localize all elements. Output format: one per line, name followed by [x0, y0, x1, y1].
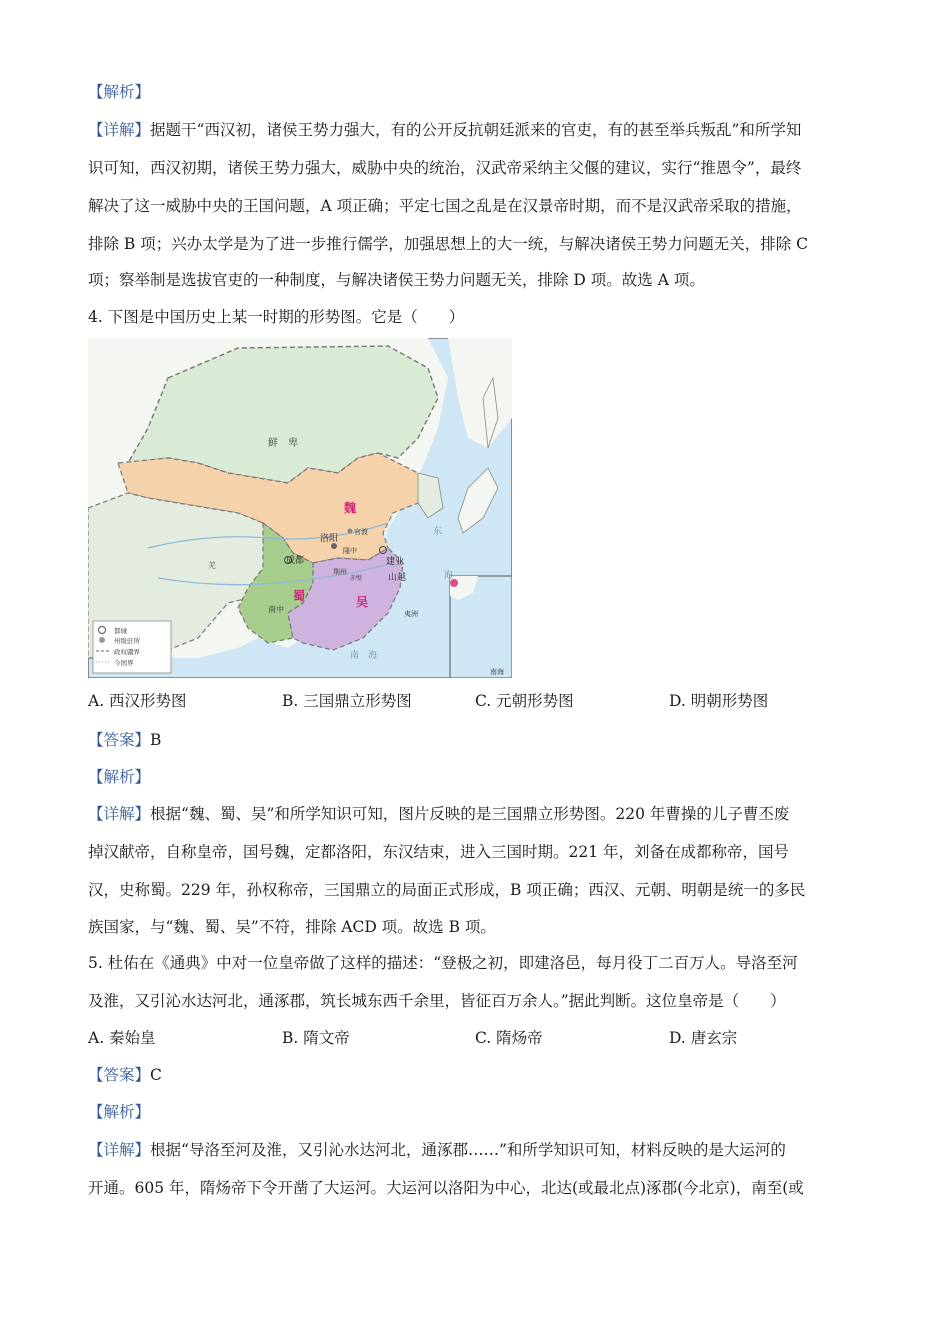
q4-stem: 4. 下图是中国历史上某一时期的形势图。它是（ ）: [88, 308, 465, 326]
q4-option-a: A. 西汉形势图: [88, 692, 187, 710]
label-jianye: 建业: [386, 557, 405, 567]
label-hai: 海: [444, 571, 454, 581]
q3-detail-line-5: 项；察举制是选拔官吏的一种制度，与解决诸侯王势力问题无关，排除 D 项。故选 A 项。: [88, 271, 705, 289]
three-kingdoms-map: [88, 338, 512, 678]
q4-detail-line-3: 汉，史称蜀。229 年，孙权称帝，三国鼎立的局面正式形成，B 项正确；西汉、元朝、明朝是统一的多民: [88, 881, 806, 899]
q3-detail-line-1: 【详解】据题干“西汉初，诸侯王势力强大，有的公开反抗朝廷派来的官吏，有的甚至举兵叛乱”和所学知: [88, 121, 802, 139]
q5-detail-line-2: 开通。605 年，隋炀帝下令开凿了大运河。大运河以洛阳为中心，北达(或最北点)涿郡(今北京)，南至(或: [88, 1179, 804, 1197]
q4-option-c: C. 元朝形势图: [475, 692, 574, 710]
legend-1: 都城: [114, 627, 127, 635]
label-luoyang: 洛阳: [320, 534, 339, 544]
legend-3: 政权疆界: [114, 648, 140, 656]
q5-analysis-label: 【解析】: [88, 1103, 151, 1121]
q3-analysis-label: 【解析】: [88, 83, 151, 101]
q3-detail-line-4: 排除 B 项；兴办太学是为了进一步推行儒学，加强思想上的大一统，与解决诸侯王势力问题无关，排除 C: [88, 235, 809, 253]
legend-2: 州级驻所: [114, 637, 140, 645]
q5-answer: 【答案】C: [88, 1066, 162, 1084]
label-qiang: 羌: [208, 561, 216, 570]
q4-detail-line-1: 【详解】根据“魏、蜀、吴”和所学知识可知，图片反映的是三国鼎立形势图。220 年曹操的儿子曹丕废: [88, 805, 790, 823]
label-chengdu: 成都: [286, 556, 305, 566]
label-xianbei: 鲜 卑: [268, 438, 298, 449]
q4-option-b: B. 三国鼎立形势图: [282, 692, 412, 710]
q4-analysis-label: 【解析】: [88, 768, 151, 786]
label-nanzhong: 南中: [268, 605, 284, 614]
legend-prefecture-icon: [99, 637, 105, 643]
legend-4: 今国界: [114, 659, 134, 667]
q5-option-c: C. 隋炀帝: [475, 1029, 543, 1047]
q5-option-a: A. 秦始皇: [88, 1029, 156, 1047]
q5-stem-line-1: 5. 杜佑在《通典》中对一位皇帝做了这样的描述：“登极之初，即建洛邑，每月役丁二百万人。导洛至河: [88, 954, 798, 972]
q3-detail-line-3: 解决了这一威胁中央的王国问题，A 项正确；平定七国之乱是在汉景帝时期，而不是汉武帝采取的措施，: [88, 197, 802, 215]
label-nanhai: 南 海: [350, 651, 378, 661]
label-shanyue: 山越: [388, 573, 407, 583]
q5-option-b: B. 隋文帝: [282, 1029, 350, 1047]
q4-option-d: D. 明朝形势图: [669, 692, 769, 710]
label-jingzhou: 荆州: [333, 568, 347, 576]
label-chibi: 赤壁: [350, 575, 363, 582]
label-dong: 东: [433, 527, 443, 537]
label-longzhong: 隆中: [343, 547, 357, 555]
label-shu: 蜀: [293, 589, 306, 603]
q4-answer: 【答案】B: [88, 731, 162, 749]
q4-detail-tag: 【详解】: [88, 805, 151, 823]
label-wei: 魏: [344, 501, 357, 515]
label-yizhou: 夷洲: [404, 610, 418, 618]
label-inset-nanhai: 南海: [490, 668, 504, 676]
q4-detail-line-4: 族国家，与“魏、蜀、吴”不符，排除 ACD 项。故选 B 项。: [88, 918, 496, 936]
q5-option-d: D. 唐玄宗: [669, 1029, 738, 1047]
label-wu: 吴: [356, 595, 369, 609]
q4-detail-line-2: 掉汉献帝，自称皇帝，国号魏，定都洛阳，东汉结束，进入三国时期。221 年，刘备在成都称帝，国号: [88, 843, 790, 861]
q3-detail-line-2: 识可知，西汉初期，诸侯王势力强大，威胁中央的统治，汉武帝采纳主父偃的建议，实行“推恩令”，最终: [88, 159, 802, 177]
label-guandu: 官渡: [354, 528, 368, 536]
q3-detail-tag: 【详解】: [88, 121, 151, 139]
guandu-marker: [348, 529, 353, 534]
q5-detail-tag: 【详解】: [88, 1141, 151, 1159]
q5-detail-line-1: 【详解】根据“导洛至河及淮，又引沁水达河北，通涿郡……”和所学知识可知，材料反映的是大运河的: [88, 1141, 786, 1159]
q5-stem-line-2: 及淮，又引沁水达河北，通涿郡，筑长城东西千余里，皆征百万余人。”据此判断。这位皇帝是（ ）: [88, 992, 786, 1010]
